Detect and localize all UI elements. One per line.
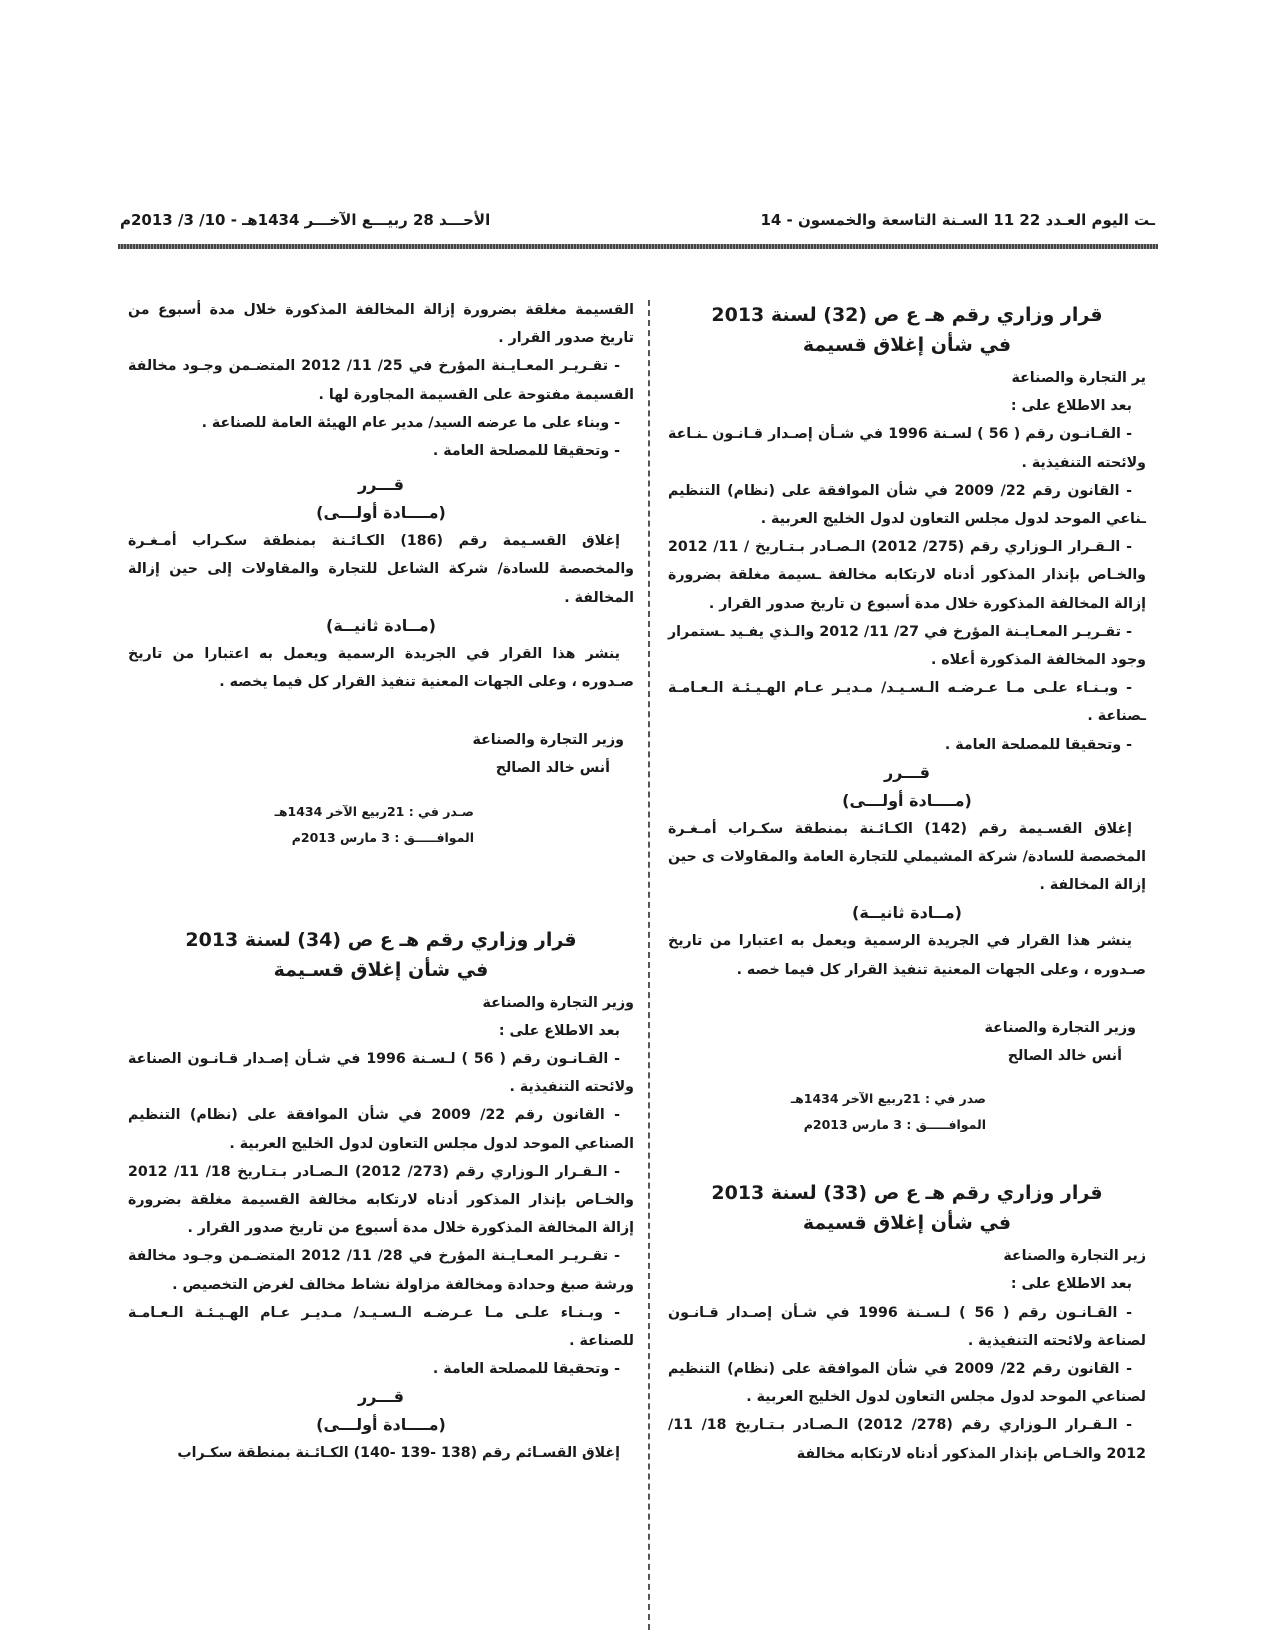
signatory-name: أنس خالد الصالح [495,760,610,777]
article-text: إغلاق القسـائم رقم (138 -139 -140) الكـائـنة بمنطقة سكـراب [177,1445,620,1462]
left-column [128,296,634,1468]
signatory-title: وزير التجارة والصناعة [984,1019,1136,1036]
preamble-item: - القانون رقم 22/ 2009 في شأن الموافقة على (نظام) التنظيم ـناعي الموحد لدول مجلس التعاون لدول الخليج العربية . [668,482,1146,528]
spacer [128,851,634,925]
minister-heading: ير التجارة والصناعة [1011,370,1146,386]
preamble: بعد الاطلاع على : [498,1022,620,1039]
article-text: إغلاق القسـيمة رقم (142) الكـائـنة بمنطقة سكـراب أمـغـرة المخصصة للسادة/ شركة المشيملي للتجارة العامة والمقاولات ى حين إزالة المخالفة . [668,820,1146,894]
decision-title: قرار وزاري رقم هـ ع ص (33) لسنة 2013 [711,1182,1103,1205]
preamble-item: - القانون رقم 22/ 2009 في شأن الموافقة على (نظام) التنظيم الصناعي الموحد لدول مجلس التعاون لدول الخليج العربية . [128,1107,634,1152]
preamble-item: - القـانـون رقم ( 56 ) لسـنة 1996 في شـأن إصـدار قـانـون ـنـاعة ولائحته التنفيذية . [668,426,1146,471]
signatory-title: وزير التجارة والصناعة [472,732,624,749]
article-heading: (مــادة ثانيــة) [852,903,962,923]
decided-heading: قـــرر [357,475,405,495]
preamble-item: - تقـريـر المعـايـنة المؤرخ في 28/ 11/ 2012 المتضـمن وجـود مخالفة ورشة صبغ وحدادة ومخالفة مزاولة نشاط مخالف لغرض التخصيص . [128,1248,634,1293]
article-text: ينشر هذا القرار في الجريدة الرسمية ويعمل به اعتبارا من تاريخ صـدوره ، وعلى الجهات المعنية تنفيذ القرار كل فيما خصه . [668,933,1146,978]
corresponding-date: الموافـــــق : 3 مارس 2013م [291,829,474,845]
signatory-name: أنس خالد الصالح [1007,1048,1122,1065]
header-rule [118,244,1158,249]
preamble-item: - وبـنـاء علـى مـا عـرضـه الـسـيـد/ مـديـر عـام الهـيـئـة الـعـامـة للصناعة . [128,1304,634,1350]
preamble-item: - الـقـرار الـوزاري رقم (275/ 2012) الـصـادر بـتـاريخ / 11/ 2012 والخـاص بإنذار المذكور أدناه لارتكابه مخالفة ـسيمة مغلقة بضرورة إزالة المخالفة المذكورة خلال مدة أسبوع ن تاريخ صدور القرار . [668,539,1146,612]
preamble-item: - تقـريـر المعـايـنة المؤرخ في 25/ 11/ 2012 المتضـمن وجـود مخالفة القسيمة مفتوحة على القسيمة المجاورة لها . [128,358,634,403]
continued-text: القسيمة مغلقة بضرورة إزالة المخالفة المذكورة خلال مدة أسبوع من تاريخ صدور القرار . [128,302,634,347]
issue-dates [668,1086,1146,1138]
decision-subtitle: في شأن إغلاق قسيمة [802,1212,1012,1235]
decision-title: قرار وزاري رقم هـ ع ص (32) لسنة 2013 [711,304,1103,326]
preamble-item: - وبناء على ما عرضه السيد/ مدير عام الهيئة العامة للصناعة . [201,414,620,431]
signature-block [128,726,634,782]
spacer [668,1138,1146,1178]
column-divider [648,300,650,1630]
issued-date: صدر في : 21ربيع الآخر 1434هـ [790,1091,986,1107]
issued-date: صـدر في : 21ربيع الآخر 1434هـ [274,803,474,819]
preamble: بعد الاطلاع على : [1010,398,1132,415]
corresponding-date: الموافـــــق : 3 مارس 2013م [803,1117,986,1133]
article-heading: (مــــادة أولـــى) [316,503,446,523]
decision-subtitle: في شأن إغلاق قسيمة [802,334,1012,356]
preamble-item: - الـقـرار الـوزاري رقم (278/ 2012) الـصـادر بـتـاريخ 18/ 11/ 2012 والخـاص بإنذار المذكور أدناه لارتكابه مخالفة [668,1417,1146,1462]
article-text: ينشر هذا القرار في الجريدة الرسمية ويعمل به اعتبارا من تاريخ صـدوره ، وعلى الجهات المعنية تنفيذ القرار كل فيما يخصه . [128,645,634,691]
preamble-item: - القانون رقم 22/ 2009 في شأن الموافقة على (نظام) التنظيم لصناعي الموحد لدول مجلس التعاون لدول الخليج العربية . [668,1361,1146,1406]
right-column [668,300,1146,1468]
preamble-item: - وبـنـاء علـى مـا عـرضـه الـسـيـد/ مـديـر عـام الهـيـئـة الـعـامـة ـصناعة . [668,680,1146,725]
preamble-item: - الـقـرار الـوزاري رقم (273/ 2012) الـصـادر بـتـاريخ 18/ 11/ 2012 والخـاص بإنذار المذكور أدناه لارتكابه مخالفة القسيمة مغلقة بضرورة إزالة المخالفة المذكورة خلال مدة أسبوع من تاريخ صدور القرار . [128,1163,634,1237]
preamble-item: - وتحقيقا للمصلحة العامة . [944,736,1132,753]
preamble-item: - تقـريـر المعـايـنة المؤرخ في 27/ 11/ 2012 والـذي يفـيد ـستمرار وجود المخالفة المذكورة أعلاه . [668,623,1146,669]
decided-heading: قـــرر [883,762,931,782]
page-header [120,206,1155,234]
preamble-item: - القـانـون رقم ( 56 ) لـسـنة 1996 في شـأن إصـدار قـانـون الصناعة ولائحته التنفيذية . [128,1051,634,1096]
preamble-item: - وتحقيقا للمصلحة العامة . [432,443,620,460]
decision-title: قرار وزاري رقم هـ ع ص (34) لسنة 2013 [185,928,577,951]
header-issue: ـت اليوم العـدد 22 11 السـنة التاسعة والخمسون - 14 [760,211,1155,229]
header-date: الأحـــد 28 ربيـــع الآخـــر 1434هـ - 10/ 3/ 2013م [120,211,491,229]
article-text: إغلاق القسـيمة رقم (186) الكـائـنة بمنطقة سكـراب أمـغـرة والمخصصة للسادة/ شركة الشاعل للتجارة والمقاولات إلى حين إزالة المخالفة . [128,533,634,606]
decided-heading: قـــرر [357,1387,405,1407]
signature-block [668,1014,1146,1070]
decision-subtitle: في شأن إغلاق قسـيمة [273,958,489,981]
issue-dates [128,799,634,851]
minister-heading: زير التجارة والصناعة [1003,1248,1146,1265]
preamble-item: - القـانـون رقم ( 56 ) لـسـنة 1996 في شـأن إصـدار قـانـون لصناعة ولائحته التنفيذية . [668,1304,1146,1349]
preamble-item: - وتحقيقا للمصلحة العامة . [432,1361,620,1378]
article-heading: (مــادة ثانيــة) [326,615,436,635]
article-heading: (مــــادة أولـــى) [316,1415,446,1435]
article-heading: (مــــادة أولـــى) [842,790,972,810]
minister-heading: وزير التجارة والصناعة [482,994,634,1011]
preamble: بعد الاطلاع على : [1010,1276,1132,1293]
